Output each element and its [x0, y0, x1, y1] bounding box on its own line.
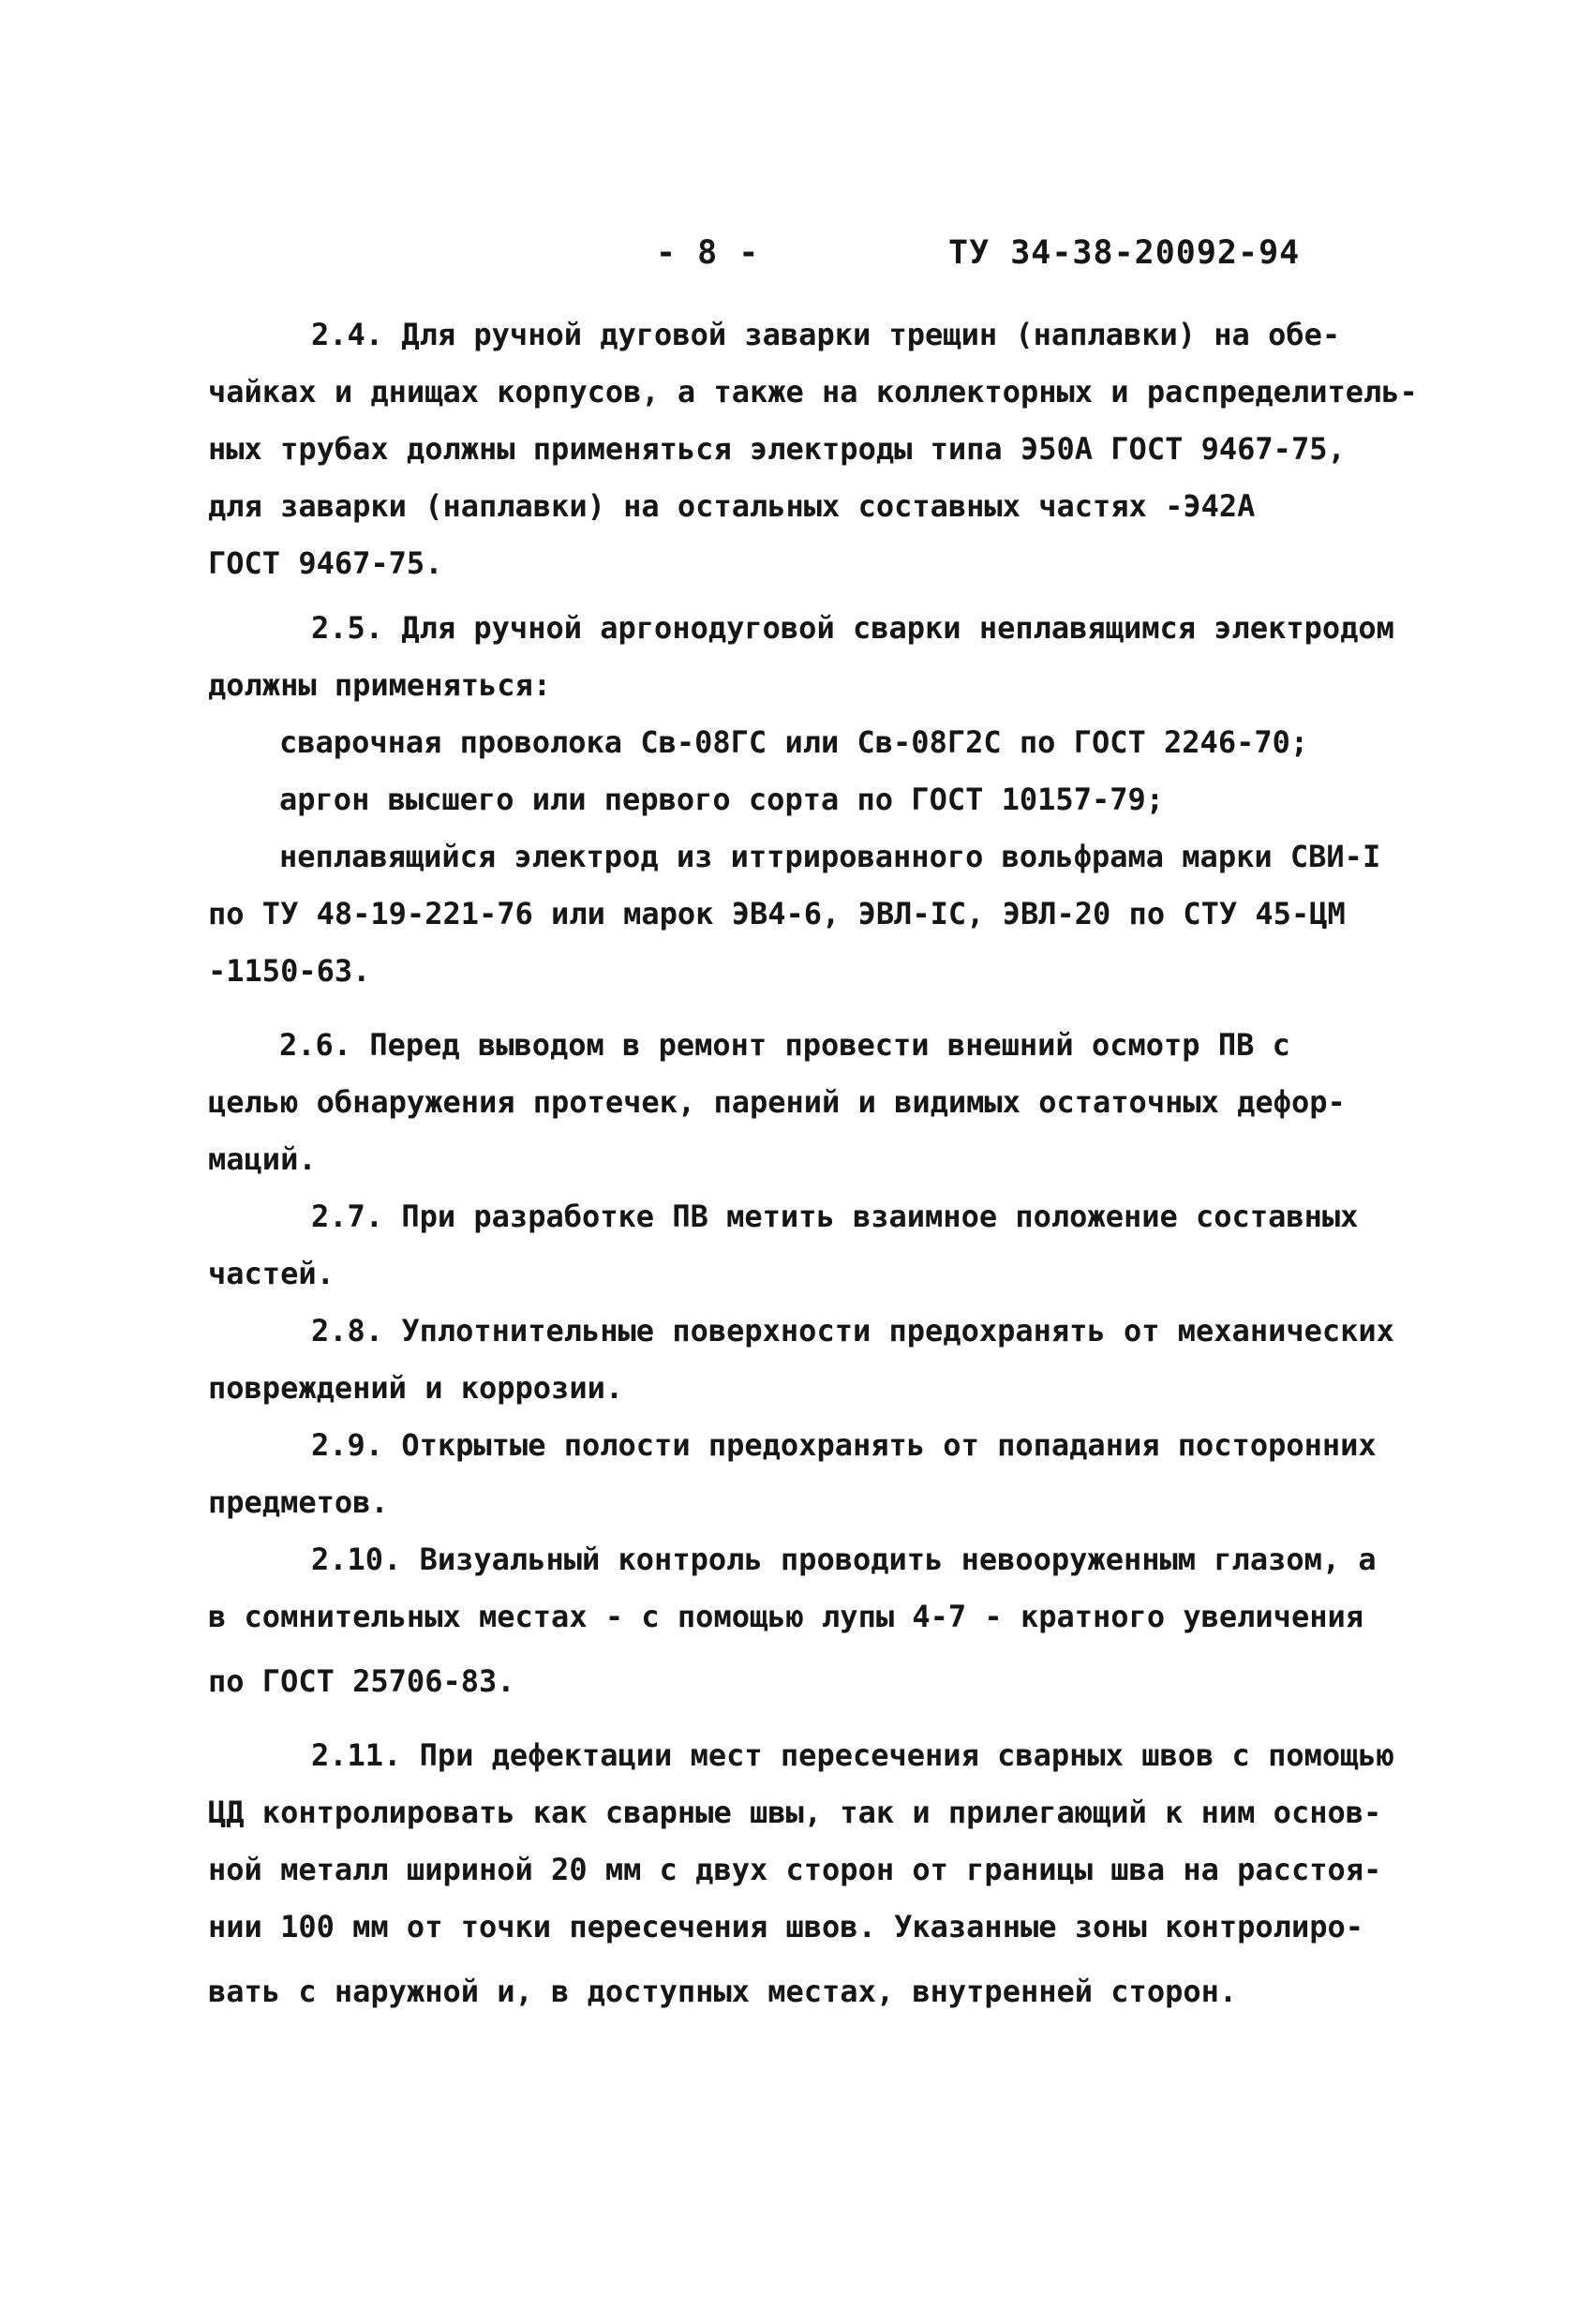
- text-line: вать с наружной и, в доступных местах, внутренней сторон.: [208, 1974, 1238, 2009]
- text-line: ЦД контролировать как сварные швы, так и прилегающий к ним основ-: [208, 1795, 1382, 1830]
- text-line: частей.: [208, 1256, 335, 1291]
- text-line-2-6-start: 2.6. Перед выводом в ремонт провести внешний осмотр ПВ с: [279, 1027, 1290, 1063]
- text-line-2-9-start: 2.9. Открытые полости предохранять от попадания посторонних: [311, 1427, 1377, 1463]
- text-line-2-4-start: 2.4. Для ручной дуговой заварки трещин (наплавки) на обе-: [311, 317, 1341, 352]
- text-line: для заварки (наплавки) на остальных составных частях -Э42А: [208, 488, 1256, 524]
- text-line: повреждений и коррозии.: [208, 1370, 624, 1406]
- text-line-2-10-start: 2.10. Визуальный контроль проводить невооруженным глазом, а: [311, 1542, 1377, 1577]
- text-line: по ТУ 48-19-221-76 или марок ЭВ4-6, ЭВЛ-IС, ЭВЛ-20 по СТУ 45-ЦМ: [208, 896, 1346, 931]
- text-line: чайках и днищах корпусов, а также на коллекторных и распределитель-: [208, 374, 1418, 410]
- text-line: целью обнаружения протечек, парений и видимых остаточных дефор-: [208, 1084, 1346, 1120]
- text-line-2-11-start: 2.11. При дефектации мест пересечения сварных швов с помощью: [311, 1737, 1394, 1773]
- text-line: маций.: [208, 1141, 317, 1177]
- text-line: по ГОСТ 25706-83.: [208, 1663, 515, 1699]
- document-body: [208, 306, 1436, 2020]
- text-line: должны применяться:: [208, 667, 552, 703]
- text-line-list-item: неплавящийся электрод из иттрированного вольфрама марки СВИ-I: [279, 839, 1381, 874]
- text-line: ной металл шириной 20 мм с двух сторон от границы шва на расстоя-: [208, 1852, 1382, 1887]
- text-line-2-5-start: 2.5. Для ручной аргонодуговой сварки неплавящимся электродом: [311, 610, 1394, 646]
- page-header: [0, 234, 1594, 290]
- text-line-2-8-start: 2.8. Уплотнительные поверхности предохранять от механических: [311, 1313, 1394, 1348]
- page-number: - 8 -: [656, 234, 760, 272]
- text-line: ных трубах должны применяться электроды типа Э50А ГОСТ 9467-75,: [208, 431, 1346, 467]
- text-line: нии 100 мм от точки пересечения швов. Указанные зоны контролиро-: [208, 1909, 1363, 1944]
- text-line: ГОСТ 9467-75.: [208, 545, 443, 581]
- text-line: в сомнительных местах - с помощью лупы 4-7 - кратного увеличения: [208, 1599, 1363, 1634]
- text-line-2-7-start: 2.7. При разработке ПВ метить взаимное положение составных: [311, 1199, 1359, 1234]
- text-line-list-item: аргон высшего или первого сорта по ГОСТ 10157-79;: [279, 782, 1165, 817]
- text-line: предметов.: [208, 1484, 389, 1520]
- text-line: -1150-63.: [208, 953, 371, 989]
- text-line-list-item: сварочная проволока Св-08ГС или Св-08Г2С по ГОСТ 2246-70;: [279, 724, 1309, 760]
- document-code: ТУ 34-38-20092-94: [948, 234, 1301, 272]
